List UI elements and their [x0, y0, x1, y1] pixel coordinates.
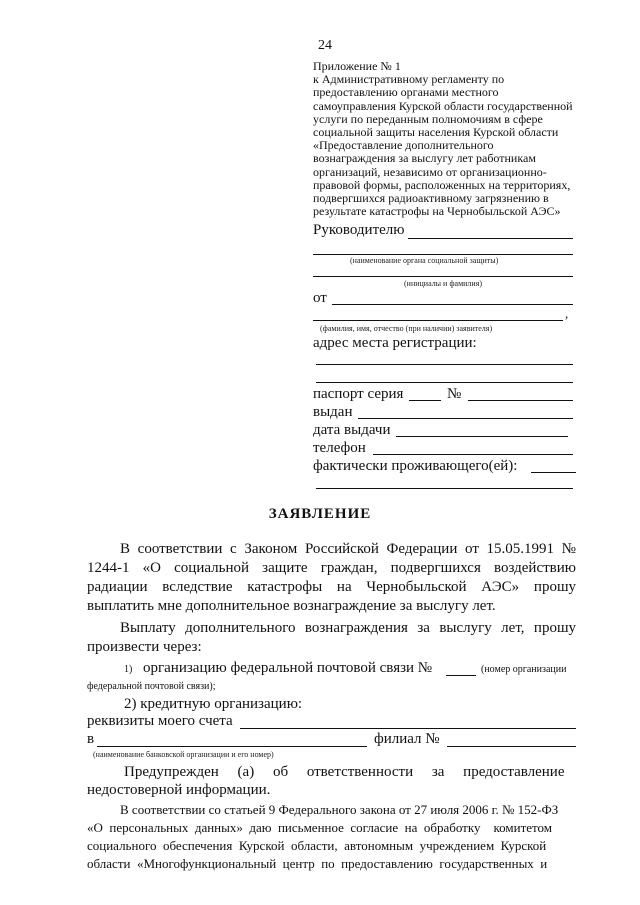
document-title: ЗАЯВЛЕНИЕ — [268, 506, 372, 522]
p1-last-line: выплатить мне дополнительное вознаграждение за выслугу лет. — [87, 598, 496, 614]
option1-text: организацию федеральной почтовой связи № — [143, 660, 433, 676]
from-line-2 — [313, 320, 563, 321]
branch-label: филиал № — [374, 731, 440, 747]
option2-text: 2) кредитную организацию: — [124, 696, 303, 712]
appendix-line: правовой формы, расположенных на территориях, — [313, 177, 571, 192]
issued-label: выдан — [313, 404, 353, 420]
p2-last-line: произвести через: — [87, 639, 202, 655]
warning-last-line: недостоверной информации. — [87, 782, 271, 798]
issued-line — [358, 418, 573, 419]
organ-caption: (наименование органа социальной защиты) — [350, 256, 499, 265]
appendix-line: услуги по переданным полномочиям в сфере — [313, 111, 543, 126]
organ-line — [313, 254, 573, 255]
bank-line — [97, 746, 367, 747]
consent-line: «О персональных данных» даю письменное согласие на обработку комитетом — [87, 820, 553, 835]
appendix-line: результате катастрофы на Чернобыльской АЭС» — [313, 204, 561, 219]
consent-line: области «Многофункциональный центр по предоставлению государственных и — [87, 856, 548, 871]
option1-number: 1) — [124, 664, 133, 675]
bank-caption: (наименование банковской организации и его номер) — [93, 750, 274, 759]
phone-line — [373, 454, 573, 455]
appendix-note — [313, 60, 613, 218]
passport-number-line — [468, 400, 573, 401]
account-line — [240, 728, 576, 729]
head-line — [408, 238, 573, 239]
appendix-line: «Предоставление дополнительного — [313, 138, 494, 153]
appendix-line: к Административному регламенту по — [313, 72, 505, 87]
passport-label: паспорт серия — [313, 386, 404, 402]
appendix-line: самоуправления Курской области государственной — [313, 98, 573, 113]
warning-line: Предупрежден (а) об ответственности за предоставление — [124, 764, 565, 780]
passport-number-sign: № — [447, 386, 462, 402]
phone-label: телефон — [313, 440, 366, 456]
appendix-line: предоставлению органами местного — [313, 85, 499, 100]
residing-line-2 — [316, 488, 573, 489]
issue-date-label: дата выдачи — [313, 422, 391, 438]
appendix-line: подвергшихся радиоактивному загрязнению в — [313, 191, 549, 206]
account-label: реквизиты моего счета — [87, 713, 233, 729]
consent-line: социального обеспечения Курской области, автономным учреждением Курской — [87, 838, 547, 853]
consent-line: В соответствии со статьей 9 Федерального закона от 27 июля 2006 г. № 152-ФЗ — [120, 802, 559, 817]
residing-label: фактически проживающего(ей): — [313, 458, 518, 474]
from-line — [332, 304, 573, 305]
appendix-line: организаций, независимо от организационно- — [313, 164, 547, 179]
p1-line: В соответствии с Законом Российской Федерации от 15.05.1991 № — [120, 541, 576, 557]
appendix-line: вознаграждения за выслугу лет работникам — [313, 151, 536, 166]
residing-line-1 — [531, 472, 576, 473]
p1-line: 1244-1 «О социальной защите граждан, подвергшихся воздействию — [87, 560, 576, 576]
head-label: Руководителю — [313, 222, 405, 238]
from-label: от — [313, 290, 327, 306]
initials-caption: (инициалы и фамилия) — [404, 279, 483, 288]
from-comma: , — [565, 306, 569, 321]
passport-series-line — [409, 400, 441, 401]
applicant-caption: (фамилия, имя, отчество (при наличии) заявителя) — [320, 324, 493, 333]
branch-line — [447, 746, 576, 747]
address-line-1 — [316, 364, 573, 365]
option1-note: (номер организации — [481, 664, 567, 675]
initials-line — [313, 276, 573, 277]
address-line-2 — [316, 382, 573, 383]
bank-in-label: в — [87, 731, 95, 747]
page-number: 24 — [318, 38, 332, 53]
option1-number-line — [446, 675, 476, 676]
issue-date-line — [396, 436, 568, 437]
option1-note-cont: федеральной почтовой связи); — [87, 681, 216, 692]
appendix-line: социальной защиты населения Курской области — [313, 125, 559, 140]
p2-line: Выплату дополнительного вознаграждения за выслугу лет, прошу — [120, 620, 576, 636]
address-label: адрес места регистрации: — [313, 335, 477, 351]
appendix-line: Приложение № 1 — [313, 59, 401, 73]
p1-line: радиации вследствие катастрофы на Чернобыльской АЭС» прошу — [87, 579, 576, 595]
